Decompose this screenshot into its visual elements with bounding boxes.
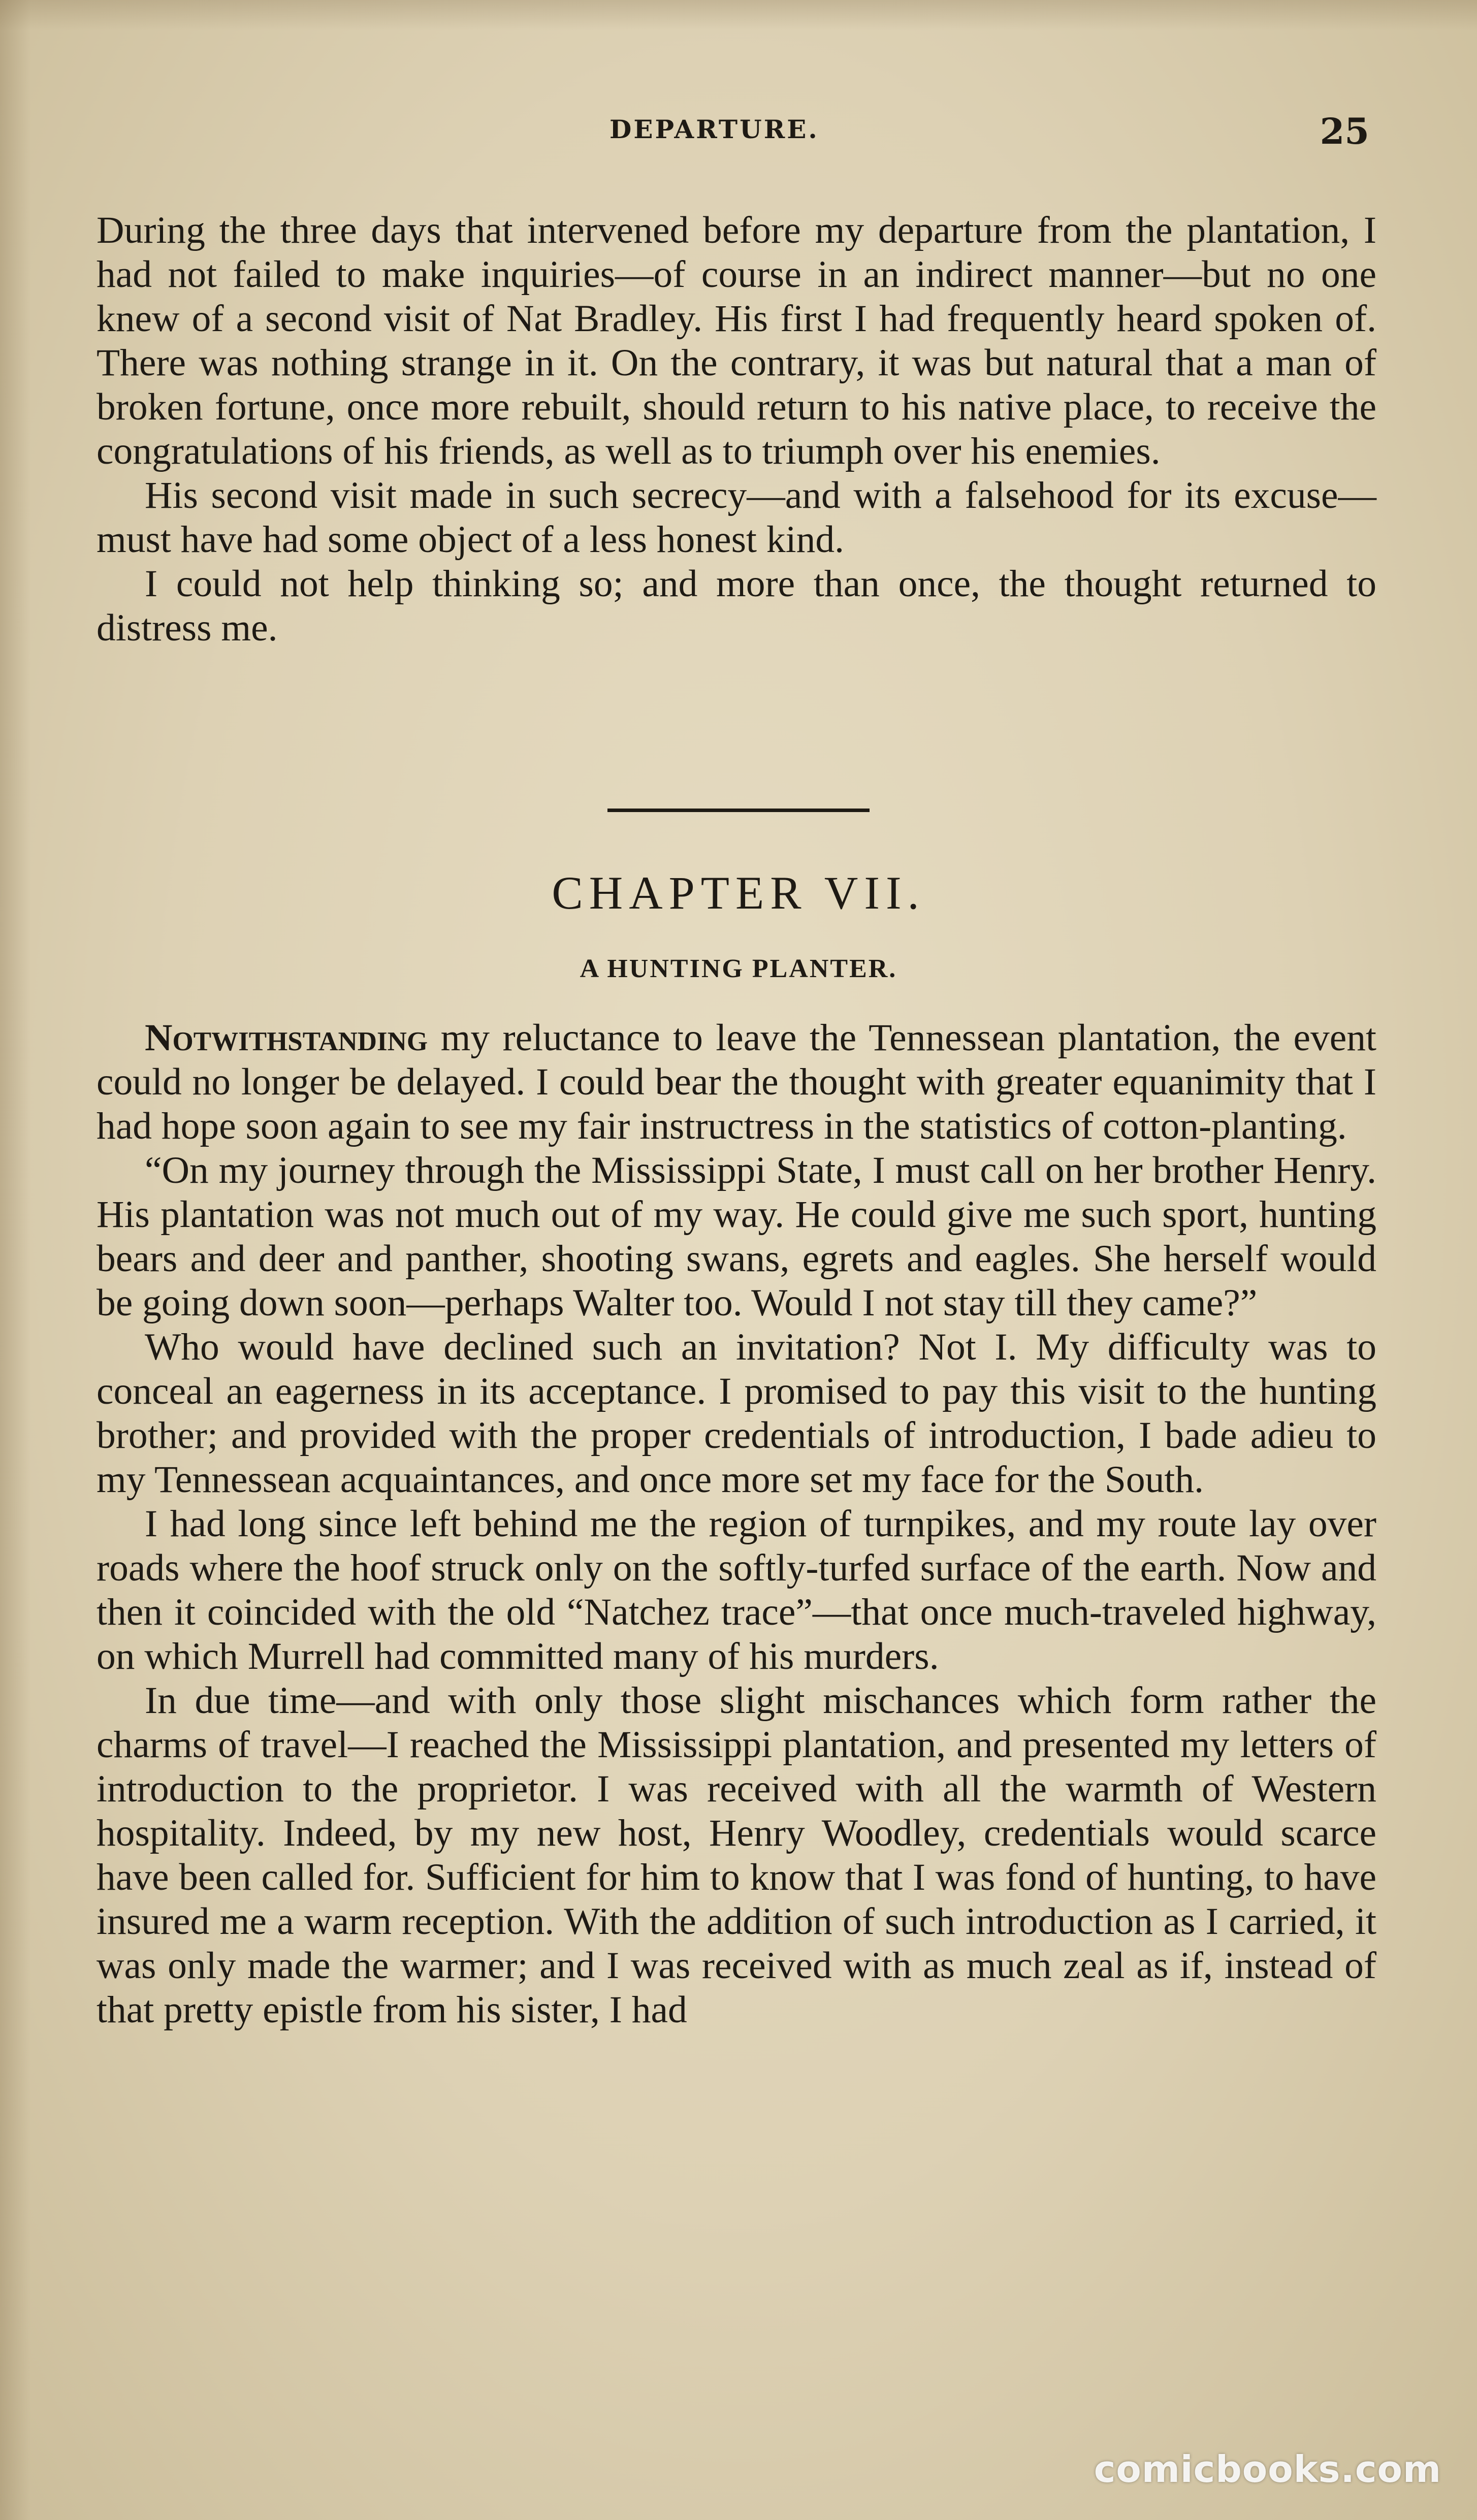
paragraph: I could not help thinking so; and more than once, the thought returned to distress me. [97, 563, 1376, 649]
chapter-subtitle: A HUNTING PLANTER. [580, 954, 897, 983]
paragraph: In due time—and with only those slight mischances which form rather the charms of travel—I reached the Mississippi plantation, and presented my letters of introduction to the proprietor. I was received with all the warmth of Western hospitality. Indeed, by my new host, Henry Woodley, credentials would scarce have been called for. Sufficient for him to know that I was fond of hunting, to have insured me a warm reception. With the addition of such introduction as I carried, it was only made the warmer; and I was received with as much zeal as if, instead of that pretty epistle from his sister, I had [97, 1679, 1376, 2031]
paragraph: His second visit made in such secrecy—and with a falsehood for its excuse—must have had some object of a less honest kind. [97, 474, 1376, 561]
section-divider [607, 809, 870, 812]
page-number: 25 [1320, 110, 1369, 152]
chapter-title: CHAPTER VII. [552, 867, 925, 919]
text-block-departure [97, 208, 1376, 650]
opening-word: Notwithstanding [145, 1017, 428, 1059]
page-edge-shadow [0, 0, 30, 2520]
paragraph: “On my journey through the Mississippi State, I must call on her brother Henry. His plantation was not much out of my way. He could give me such sport, hunting bears and deer and panther, shooting swans, egrets and eagles. She herself would be going down soon—perhaps Walter too. Would I not stay till they came?” [97, 1149, 1376, 1324]
paragraph: Who would have declined such an invitation? Not I. My difficulty was to conceal an eagerness in its acceptance. I promised to pay this visit to the hunting brother; and provided with the proper credentials of introduction, I bade adieu to my Tennessean acquaintances, and once more set my face for the South. [97, 1326, 1376, 1501]
opening-text: my reluctance to leave the Tennessean plantation, the event could no longer be delayed. I could bear the thought with greater equanimity that I had hope soon again to see my fair instructress in the statistics of cotton-planting. [97, 1017, 1376, 1147]
paragraph: During the three days that intervened before my departure from the plantation, I had not failed to make inquiries—of course in an indirect manner—but no one knew of a second visit of Nat Bradley. His first I had frequently heard spoken of. There was nothing strange in it. On the contrary, it was but natural that a man of broken fortune, once more rebuilt, should return to his native place, to receive the congratulations of his friends, as well as to triumph over his enemies. [97, 209, 1376, 472]
text-block-chapter-vii [97, 1016, 1376, 2032]
watermark: comicbooks.com [1094, 2448, 1441, 2491]
running-head: DEPARTURE. [609, 114, 819, 144]
paragraph: I had long since left behind me the region of turnpikes, and my route lay over roads where the hoof struck only on the softly-turfed surface of the earth. Now and then it coincided with the old “Natchez trace”—that once much-traveled highway, on which Murrell had committed many of his murders. [97, 1503, 1376, 1677]
paragraph-opening [97, 1016, 1376, 1148]
page-header [0, 110, 1477, 160]
page-top-shadow [0, 0, 1477, 30]
